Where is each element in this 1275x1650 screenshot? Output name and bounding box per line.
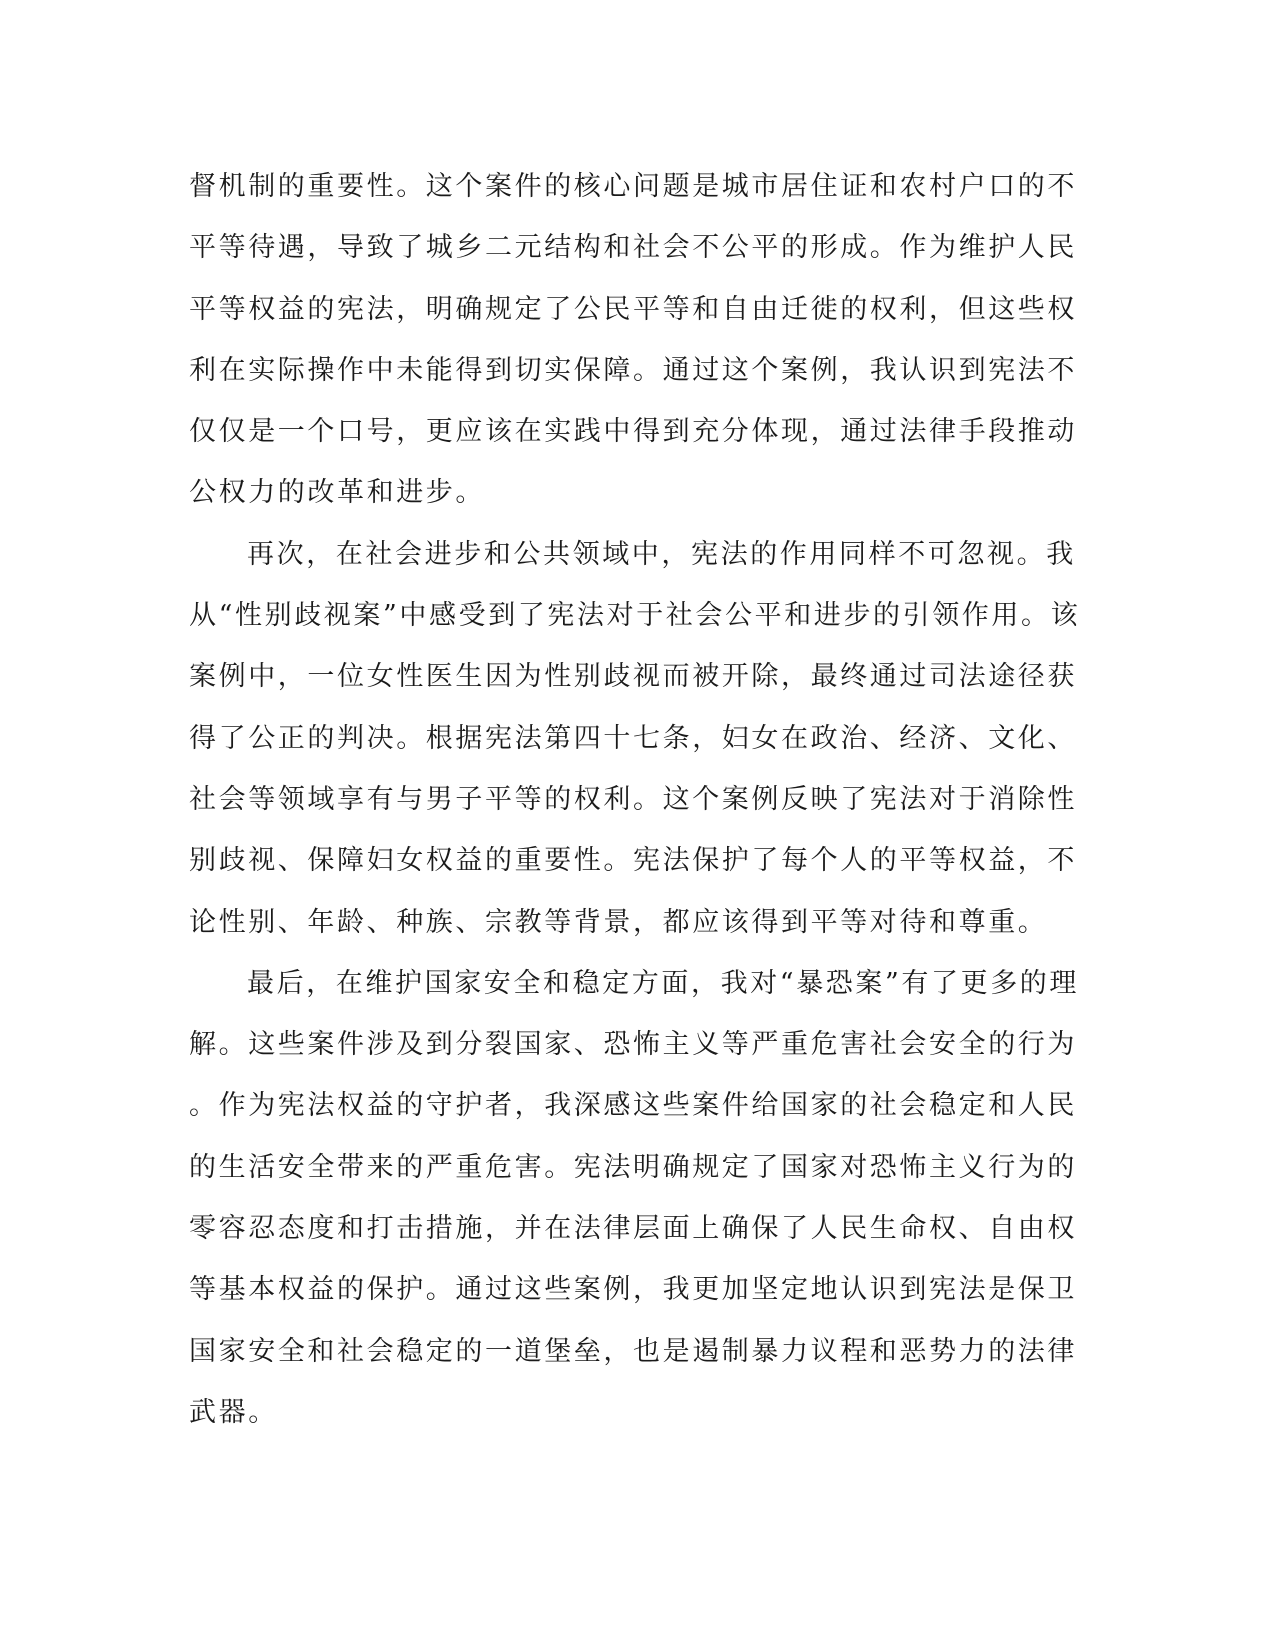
text-line: 最后，在维护国家安全和稳定方面，我对“暴恐案”有了更多的理 xyxy=(247,967,1080,999)
text-line: 再次，在社会进步和公共领域中，宪法的作用同样不可忽视。我 xyxy=(247,538,1076,570)
text-line: 案例中，一位女性医生因为性别歧视而被开除，最终通过司法途径获 xyxy=(189,661,1077,693)
document-body xyxy=(189,156,1081,1443)
text-line: 。作为宪法权益的守护者，我深感这些案件给国家的社会稳定和人民 xyxy=(189,1090,1077,1122)
text-line: 利在实际操作中未能得到切实保障。通过这个案例，我认识到宪法不 xyxy=(189,354,1077,386)
text-line: 从“性别歧视案”中感受到了宪法对于社会公平和进步的引领作用。该 xyxy=(189,600,1081,632)
text-line: 的生活安全带来的严重危害。宪法明确规定了国家对恐怖主义行为的 xyxy=(189,1151,1077,1183)
text-line: 武器。 xyxy=(189,1396,278,1428)
text-line: 公权力的改革和进步。 xyxy=(189,477,485,509)
text-line: 解。这些案件涉及到分裂国家、恐怖主义等严重危害社会安全的行为 xyxy=(189,1029,1077,1061)
paragraph-gender-discrimination xyxy=(189,524,1081,953)
text-line: 督机制的重要性。这个案件的核心问题是城市居住证和农村户口的不 xyxy=(189,171,1077,202)
text-line: 论性别、年龄、种族、宗教等背景，都应该得到平等对待和尊重。 xyxy=(189,906,1048,938)
text-line: 等基本权益的保护。通过这些案例，我更加坚定地认识到宪法是保卫 xyxy=(189,1274,1077,1306)
text-line: 国家安全和社会稳定的一道堡垒，也是遏制暴力议程和恶势力的法律 xyxy=(189,1335,1077,1367)
text-line: 平等待遇，导致了城乡二元结构和社会不公平的形成。作为维护人民 xyxy=(189,232,1077,264)
text-line: 平等权益的宪法，明确规定了公民平等和自由迁徙的权利，但这些权 xyxy=(189,293,1077,325)
paragraph-national-security xyxy=(189,953,1080,1443)
text-line: 别歧视、保障妇女权益的重要性。宪法保护了每个人的平等权益，不 xyxy=(189,845,1077,877)
text-line: 社会等领域享有与男子平等的权利。这个案例反映了宪法对于消除性 xyxy=(189,783,1077,815)
paragraph-household-registration xyxy=(189,156,1077,524)
text-line: 零容忍态度和打击措施，并在法律层面上确保了人民生命权、自由权 xyxy=(189,1213,1077,1245)
text-line: 得了公正的判决。根据宪法第四十七条，妇女在政治、经济、文化、 xyxy=(189,722,1077,754)
text-line: 仅仅是一个口号，更应该在实践中得到充分体现，通过法律手段推动 xyxy=(189,416,1077,448)
